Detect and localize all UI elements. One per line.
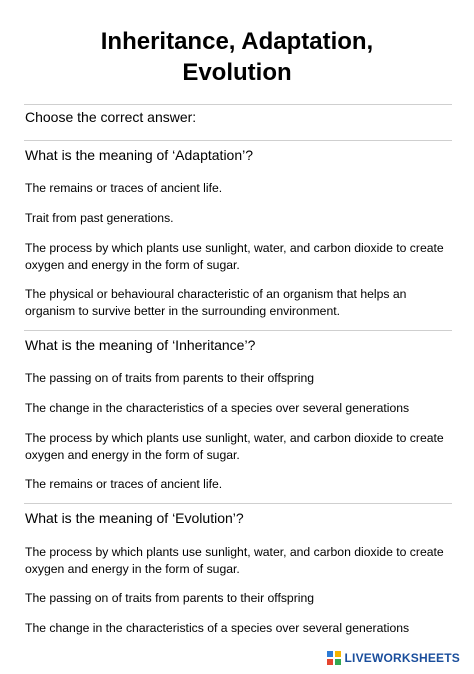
answer-option[interactable]: The change in the characteristics of a species over several generations <box>25 401 410 415</box>
divider <box>24 330 452 331</box>
liveworksheets-brand <box>327 650 460 666</box>
liveworksheets-logo-icon <box>327 651 341 665</box>
answer-option[interactable]: The change in the characteristics of a species over several generations <box>25 621 410 635</box>
liveworksheets-wordmark: LIVEWORKSHEETS <box>344 651 460 665</box>
answer-option[interactable]: The process by which plants use sunlight, water, and carbon dioxide to create oxygen and energy in the form of sugar. <box>25 545 444 576</box>
answer-option[interactable]: The remains or traces of ancient life. <box>25 477 223 491</box>
worksheet-title <box>0 26 474 88</box>
question-adaptation: What is the meaning of ‘Adaptation’? <box>25 147 254 163</box>
divider <box>24 104 452 105</box>
answer-option[interactable]: The process by which plants use sunlight, water, and carbon dioxide to create oxygen and energy in the form of sugar. <box>25 431 444 462</box>
question-inheritance: What is the meaning of ‘Inheritance’? <box>25 337 256 353</box>
title-line-2: Evolution <box>182 59 292 86</box>
answer-option[interactable]: The passing on of traits from parents to their offspring <box>25 371 315 385</box>
title-line-1: Inheritance, Adaptation, <box>100 28 374 55</box>
instruction-text: Choose the correct answer: <box>25 109 197 125</box>
divider <box>24 503 452 504</box>
divider <box>24 140 452 141</box>
answer-option[interactable]: Trait from past generations. <box>25 211 174 225</box>
answer-option[interactable]: The physical or behavioural characteristic of an organism that helps an organism to survive better in the surrounding environment. <box>25 287 407 318</box>
answer-option[interactable]: The passing on of traits from parents to their offspring <box>25 591 315 605</box>
answer-option[interactable]: The remains or traces of ancient life. <box>25 181 223 195</box>
question-evolution: What is the meaning of ‘Evolution’? <box>25 510 244 526</box>
answer-option[interactable]: The process by which plants use sunlight, water, and carbon dioxide to create oxygen and energy in the form of sugar. <box>25 241 444 272</box>
